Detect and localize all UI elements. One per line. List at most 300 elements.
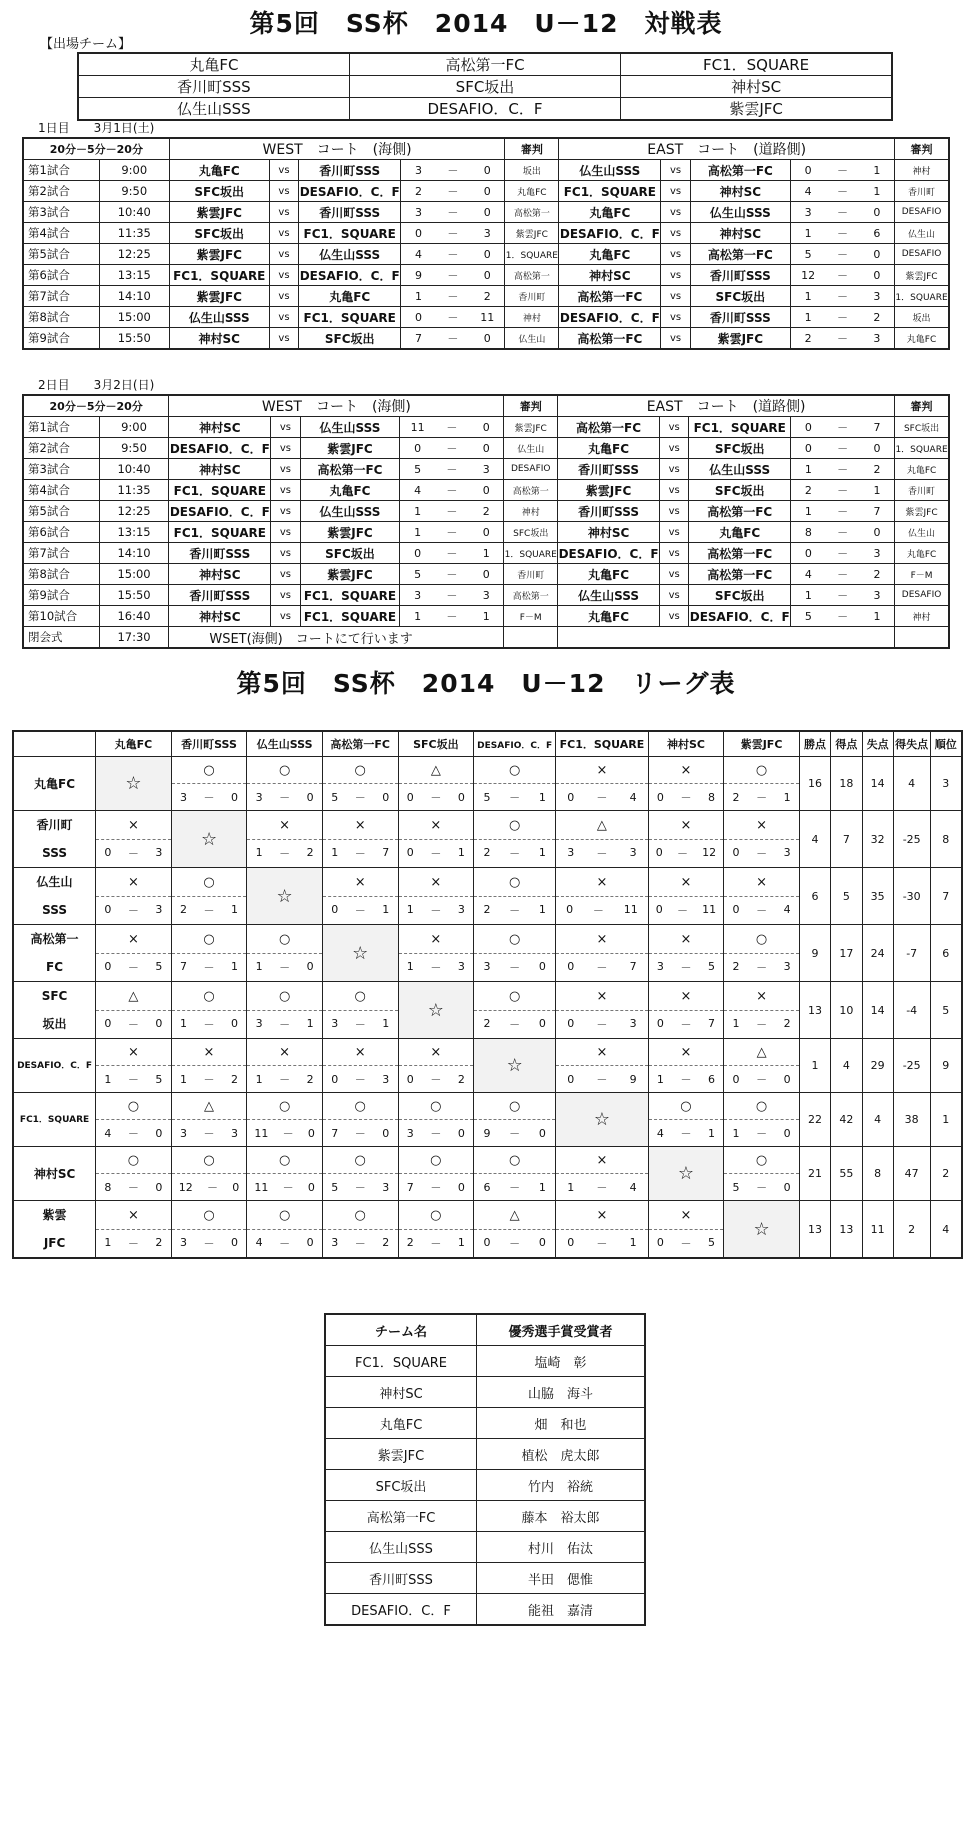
league-result-cell [474,757,556,811]
east-score-a: 2 [790,328,825,350]
result-wrap [399,1039,474,1092]
result-score [323,840,398,866]
result-mark: × [556,984,647,1011]
goals-for: 6 [483,1180,491,1194]
result-score [247,840,322,866]
goals-against: 0 [231,1236,239,1249]
goals-against: 1 [538,846,546,859]
goal-difference: 2 [893,1201,930,1259]
east-team-b: 高松第一FC [689,564,791,585]
result-mark: ○ [247,757,322,784]
goals-for: 3 [179,790,187,804]
match-time: 16:40 [99,606,169,627]
goals-for: 0 [567,1236,575,1249]
result-score [556,1066,647,1092]
west-score-a: 5 [400,564,435,585]
match-number: 第2試合 [23,438,99,459]
score-dash: － [509,1127,521,1140]
match-number: 第4試合 [23,223,99,244]
league-result-cell [648,982,724,1039]
east-team-b: SFC坂出 [689,480,791,501]
goals-for: 0 [656,790,664,804]
award-player: 村川 佑汰 [477,1532,646,1563]
result-mark: ○ [323,984,398,1011]
match-time: 9:50 [99,438,169,459]
goals-for: 0 [732,903,740,916]
east-team-b: 神村SC [690,223,790,244]
east-team-a: 高松第一FC [558,417,660,438]
result-mark: ○ [323,1203,398,1230]
result-wrap [247,1203,322,1256]
west-score-b: 0 [470,160,505,181]
score-dash: － [592,903,604,917]
result-wrap [724,870,799,923]
league-result-cell [171,1093,247,1147]
award-row [325,1563,645,1594]
result-wrap [323,757,398,810]
result-mark: ○ [172,1147,247,1174]
vs-label: vs [269,181,298,202]
score-dash: － [596,1181,608,1194]
league-row-team-line1: DESAFIO．C．F [17,1060,93,1071]
east-score-a: 1 [790,286,825,307]
league-result-cell [322,1147,398,1201]
league-result-cell [247,925,323,982]
result-score [649,840,724,866]
east-referee: 神村 [895,160,949,181]
goals-for: 3 [179,1236,187,1249]
star-icon: ☆ [398,982,474,1039]
league-result-cell [556,1039,648,1093]
result-score [96,1066,171,1092]
result-score [474,784,555,810]
east-team-a: 仏生山SSS [559,160,661,181]
result-wrap [172,757,247,810]
goals-against: 0 [783,1180,791,1194]
goals-for: 4 [255,1236,263,1249]
score-dash: － [680,1236,692,1250]
goals-for: 0 [656,1017,664,1030]
result-score [96,897,171,923]
result-score [724,1011,799,1037]
score-dash: － [825,202,859,223]
result-score [172,1174,247,1200]
goals-for: 8 [104,1180,112,1194]
vs-label: vs [661,223,690,244]
west-referee: 丸亀FC [505,181,559,202]
result-score [399,1174,474,1200]
west-court-header: WEST コート (海側) [169,138,505,160]
match-number: 第7試合 [23,286,99,307]
league-corner [13,731,96,757]
league-row [13,811,962,868]
match-row [23,307,949,328]
result-score [399,784,474,810]
result-mark: × [556,927,647,954]
win-points: 1 [799,1039,830,1093]
result-mark: ○ [724,1093,799,1120]
score-dash: － [436,265,470,286]
west-team-a: 香川町SSS [169,543,271,564]
goals-for: 1 [331,846,339,859]
match-number: 第10試合 [23,606,99,627]
league-result-cell [96,925,172,982]
east-referee: F－M [895,564,949,585]
league-result-cell [398,811,474,868]
goals-against: 2 [155,1236,163,1249]
score-dash: － [203,1236,215,1250]
west-team-b: 高松第一FC [300,459,400,480]
vs-label: vs [269,223,298,244]
score-dash: － [127,1181,139,1194]
east-team-a: DESAFIO．C．F [559,223,661,244]
league-result-cell [171,757,247,811]
goals-scored: 10 [831,982,862,1039]
result-wrap [247,1093,322,1146]
result-mark: ○ [474,813,555,840]
star-icon: ☆ [648,1147,724,1201]
goals-against: 4 [783,903,791,916]
league-stat-header: 得失点 [893,731,930,757]
score-dash: － [825,328,859,350]
award-player: 畑 和也 [477,1408,646,1439]
goals-against: 0 [155,1126,163,1140]
result-mark: △ [96,984,171,1011]
league-result-cell [556,1201,648,1259]
league-col-header: 神村SC [648,731,724,757]
result-mark: ○ [474,757,555,784]
east-team-a: 神村SC [559,265,661,286]
team-name: 仏生山SSS [78,98,349,121]
result-score [323,784,398,810]
result-wrap [649,870,724,923]
league-result-cell [96,1201,172,1259]
result-score [724,897,799,923]
result-score [247,1066,322,1092]
match-number: 第5試合 [23,244,99,265]
match-row [23,328,949,350]
score-dash: － [203,1127,215,1140]
match-number: 第7試合 [23,543,99,564]
east-score-b: 0 [860,202,895,223]
result-wrap [474,984,555,1037]
goals-for: 0 [104,846,112,859]
league-result-cell [96,1093,172,1147]
west-team-b: 丸亀FC [299,286,401,307]
score-dash: － [680,1127,692,1140]
west-score-a: 3 [401,202,436,223]
west-score-a: 11 [400,417,435,438]
west-referee: 仏生山 [505,328,559,350]
result-wrap [96,1039,171,1092]
league-result-cell [171,1147,247,1201]
goals-conceded: 24 [862,925,893,982]
result-score [724,1120,799,1146]
result-mark: ○ [172,870,247,897]
score-dash: － [825,417,859,438]
goals-against: 1 [629,1236,637,1249]
goal-difference: -4 [893,982,930,1039]
east-score-b: 7 [860,501,895,522]
east-team-b: SFC坂出 [689,438,791,459]
result-score [556,840,647,866]
goals-for: 7 [331,1126,339,1140]
result-score [474,1174,555,1200]
goals-against: 11 [702,903,717,916]
score-dash: － [825,522,859,543]
league-result-cell [247,757,323,811]
score-dash: － [509,960,521,974]
score-dash: － [127,1073,139,1086]
vs-label: vs [660,585,689,606]
east-team-b: 高松第一FC [689,543,791,564]
score-dash: － [279,960,291,974]
goals-against: 6 [707,1072,715,1086]
score-dash: － [825,501,859,522]
goals-for: 0 [567,960,575,973]
goals-against: 5 [707,960,715,973]
west-score-b: 1 [469,543,504,564]
league-row [13,1093,962,1147]
result-wrap [172,927,247,980]
goals-for: 2 [732,790,740,804]
match-time: 9:00 [99,417,169,438]
score-dash: － [203,1017,215,1031]
result-score [323,1174,398,1200]
league-result-cell [171,982,247,1039]
league-col-header: 高松第一FC [322,731,398,757]
east-score-b: 0 [860,438,895,459]
vs-label: vs [271,522,300,543]
result-score [474,1230,555,1256]
league-result-cell [322,982,398,1039]
vs-label: vs [271,417,300,438]
result-score [247,954,322,980]
score-dash: － [435,543,469,564]
score-dash: － [279,846,291,860]
east-team-a: 丸亀FC [558,606,660,627]
goals-for: 0 [567,1017,575,1030]
star-icon: ☆ [724,1201,800,1259]
vs-label: vs [661,202,690,223]
match-time: 10:40 [99,459,169,480]
vs-label: vs [661,307,690,328]
goals-against: 7 [629,960,637,973]
goals-against: 5 [707,1236,715,1249]
result-score [724,1066,799,1092]
score-dash: － [282,1127,294,1140]
east-court-header: EAST コート (道路側) [558,395,895,417]
goals-for: 1 [179,1017,187,1030]
goals-against: 0 [306,960,314,973]
result-score [474,897,555,923]
east-team-a: 香川町SSS [558,459,660,480]
goals-for: 1 [732,1017,740,1030]
west-team-a: DESAFIO．C．F [169,438,271,459]
goals-for: 5 [732,1180,740,1194]
star-icon: ☆ [247,868,323,925]
goals-for: 9 [483,1126,491,1140]
west-team-b: 紫雲JFC [300,522,400,543]
result-mark: △ [556,813,647,840]
goals-against: 0 [232,1180,240,1194]
result-wrap [323,813,398,866]
goals-for: 11 [254,1126,269,1140]
east-score-b: 2 [860,307,895,328]
match-row [23,160,949,181]
east-score-b: 7 [860,417,895,438]
east-referee: 香川町 [895,181,949,202]
match-time: 14:10 [99,543,169,564]
goals-against: 0 [382,790,390,804]
result-wrap [323,1147,398,1200]
result-mark: ○ [96,1147,171,1174]
league-result-cell [96,868,172,925]
match-row [23,564,949,585]
rank: 3 [930,757,962,811]
goals-for: 4 [656,1126,664,1140]
league-result-cell [474,925,556,982]
time-format-header: 20分－5分－20分 [23,395,169,417]
result-wrap [474,813,555,866]
result-wrap [172,1039,247,1092]
goals-against: 1 [707,1126,715,1140]
west-referee: 神村 [504,501,558,522]
result-score [247,1230,322,1256]
goals-against: 0 [307,1180,315,1194]
west-team-b: 紫雲JFC [300,438,400,459]
goals-for: 3 [255,1017,263,1030]
goals-for: 0 [406,790,414,804]
result-wrap [172,1147,247,1200]
west-score-a: 1 [400,501,435,522]
match-number: 第2試合 [23,181,99,202]
east-score-a: 1 [791,585,826,606]
league-row-team [13,1147,96,1201]
result-mark: ○ [399,1203,474,1230]
match-time: 13:15 [99,265,169,286]
score-dash: － [509,903,521,917]
result-score [172,784,247,810]
result-mark: ○ [399,1147,474,1174]
west-team-a: FC1．SQUARE [169,522,271,543]
result-score [649,1011,724,1037]
score-dash: － [279,1073,291,1086]
result-score [172,1011,247,1037]
goals-for: 1 [255,846,263,859]
match-time: 11:35 [99,480,169,501]
result-wrap [96,813,171,866]
team-name: 高松第一FC [349,53,620,76]
goals-against: 0 [306,790,314,804]
league-result-cell [322,811,398,868]
score-dash: － [676,846,688,860]
score-dash: － [596,1073,608,1086]
score-dash: － [825,160,859,181]
goals-for: 1 [567,1180,575,1194]
result-wrap [556,927,647,980]
score-dash: － [825,606,859,627]
match-time: 13:15 [99,522,169,543]
league-result-cell [724,811,800,868]
result-score [474,840,555,866]
score-dash: － [436,160,470,181]
team-name: 紫雲JFC [621,98,892,121]
score-dash: － [756,960,768,974]
result-mark: × [172,1039,247,1066]
result-score [96,954,171,980]
result-mark: ○ [96,1093,171,1120]
west-team-b: 紫雲JFC [300,564,400,585]
match-row [23,438,949,459]
match-time: 11:35 [99,223,169,244]
league-row [13,868,962,925]
east-score-b: 1 [860,606,895,627]
goals-for: 0 [406,846,414,859]
result-wrap [399,757,474,810]
league-row-team-line1: 高松第一 [30,932,79,946]
result-score [399,1120,474,1146]
east-team-b: 紫雲JFC [690,328,790,350]
result-wrap [399,927,474,980]
result-wrap [399,1093,474,1146]
result-wrap [247,1147,322,1200]
goals-against: 1 [231,960,239,973]
score-dash: － [825,480,859,501]
goals-scored: 13 [831,1201,862,1259]
result-score [399,897,474,923]
score-dash: － [127,846,139,860]
west-referee: SFC坂出 [504,522,558,543]
goal-difference: -30 [893,868,930,925]
award-row [325,1470,645,1501]
result-wrap [649,813,724,866]
goals-for: 1 [104,1236,112,1249]
result-score [172,954,247,980]
vs-label: vs [660,606,689,627]
score-dash: － [279,1017,291,1031]
closing-row [23,627,949,649]
score-dash: － [354,903,366,917]
east-score-a: 1 [791,459,826,480]
schedule-header-row [23,138,949,160]
win-points: 13 [799,1201,830,1259]
award-row [325,1532,645,1563]
win-points: 13 [799,982,830,1039]
east-score-a: 0 [791,438,826,459]
rank: 9 [930,1039,962,1093]
result-score [96,1120,171,1146]
day2-label: 2日目 3月2日(日) [38,378,155,392]
vs-label: vs [269,244,298,265]
result-wrap [724,813,799,866]
result-wrap [474,870,555,923]
goals-against: 1 [382,1017,390,1030]
result-mark: ○ [172,1203,247,1230]
east-score-a: 1 [791,501,826,522]
east-referee: 丸亀FC [895,459,949,480]
result-mark: × [649,757,724,784]
west-referee: F－M [504,606,558,627]
goals-against: 0 [538,1017,546,1030]
east-referee: DESAFIO [895,585,949,606]
match-time: 10:40 [99,202,169,223]
result-wrap [724,757,799,810]
result-mark: × [724,813,799,840]
match-number: 第4試合 [23,480,99,501]
win-points: 21 [799,1147,830,1201]
league-row [13,1201,962,1259]
